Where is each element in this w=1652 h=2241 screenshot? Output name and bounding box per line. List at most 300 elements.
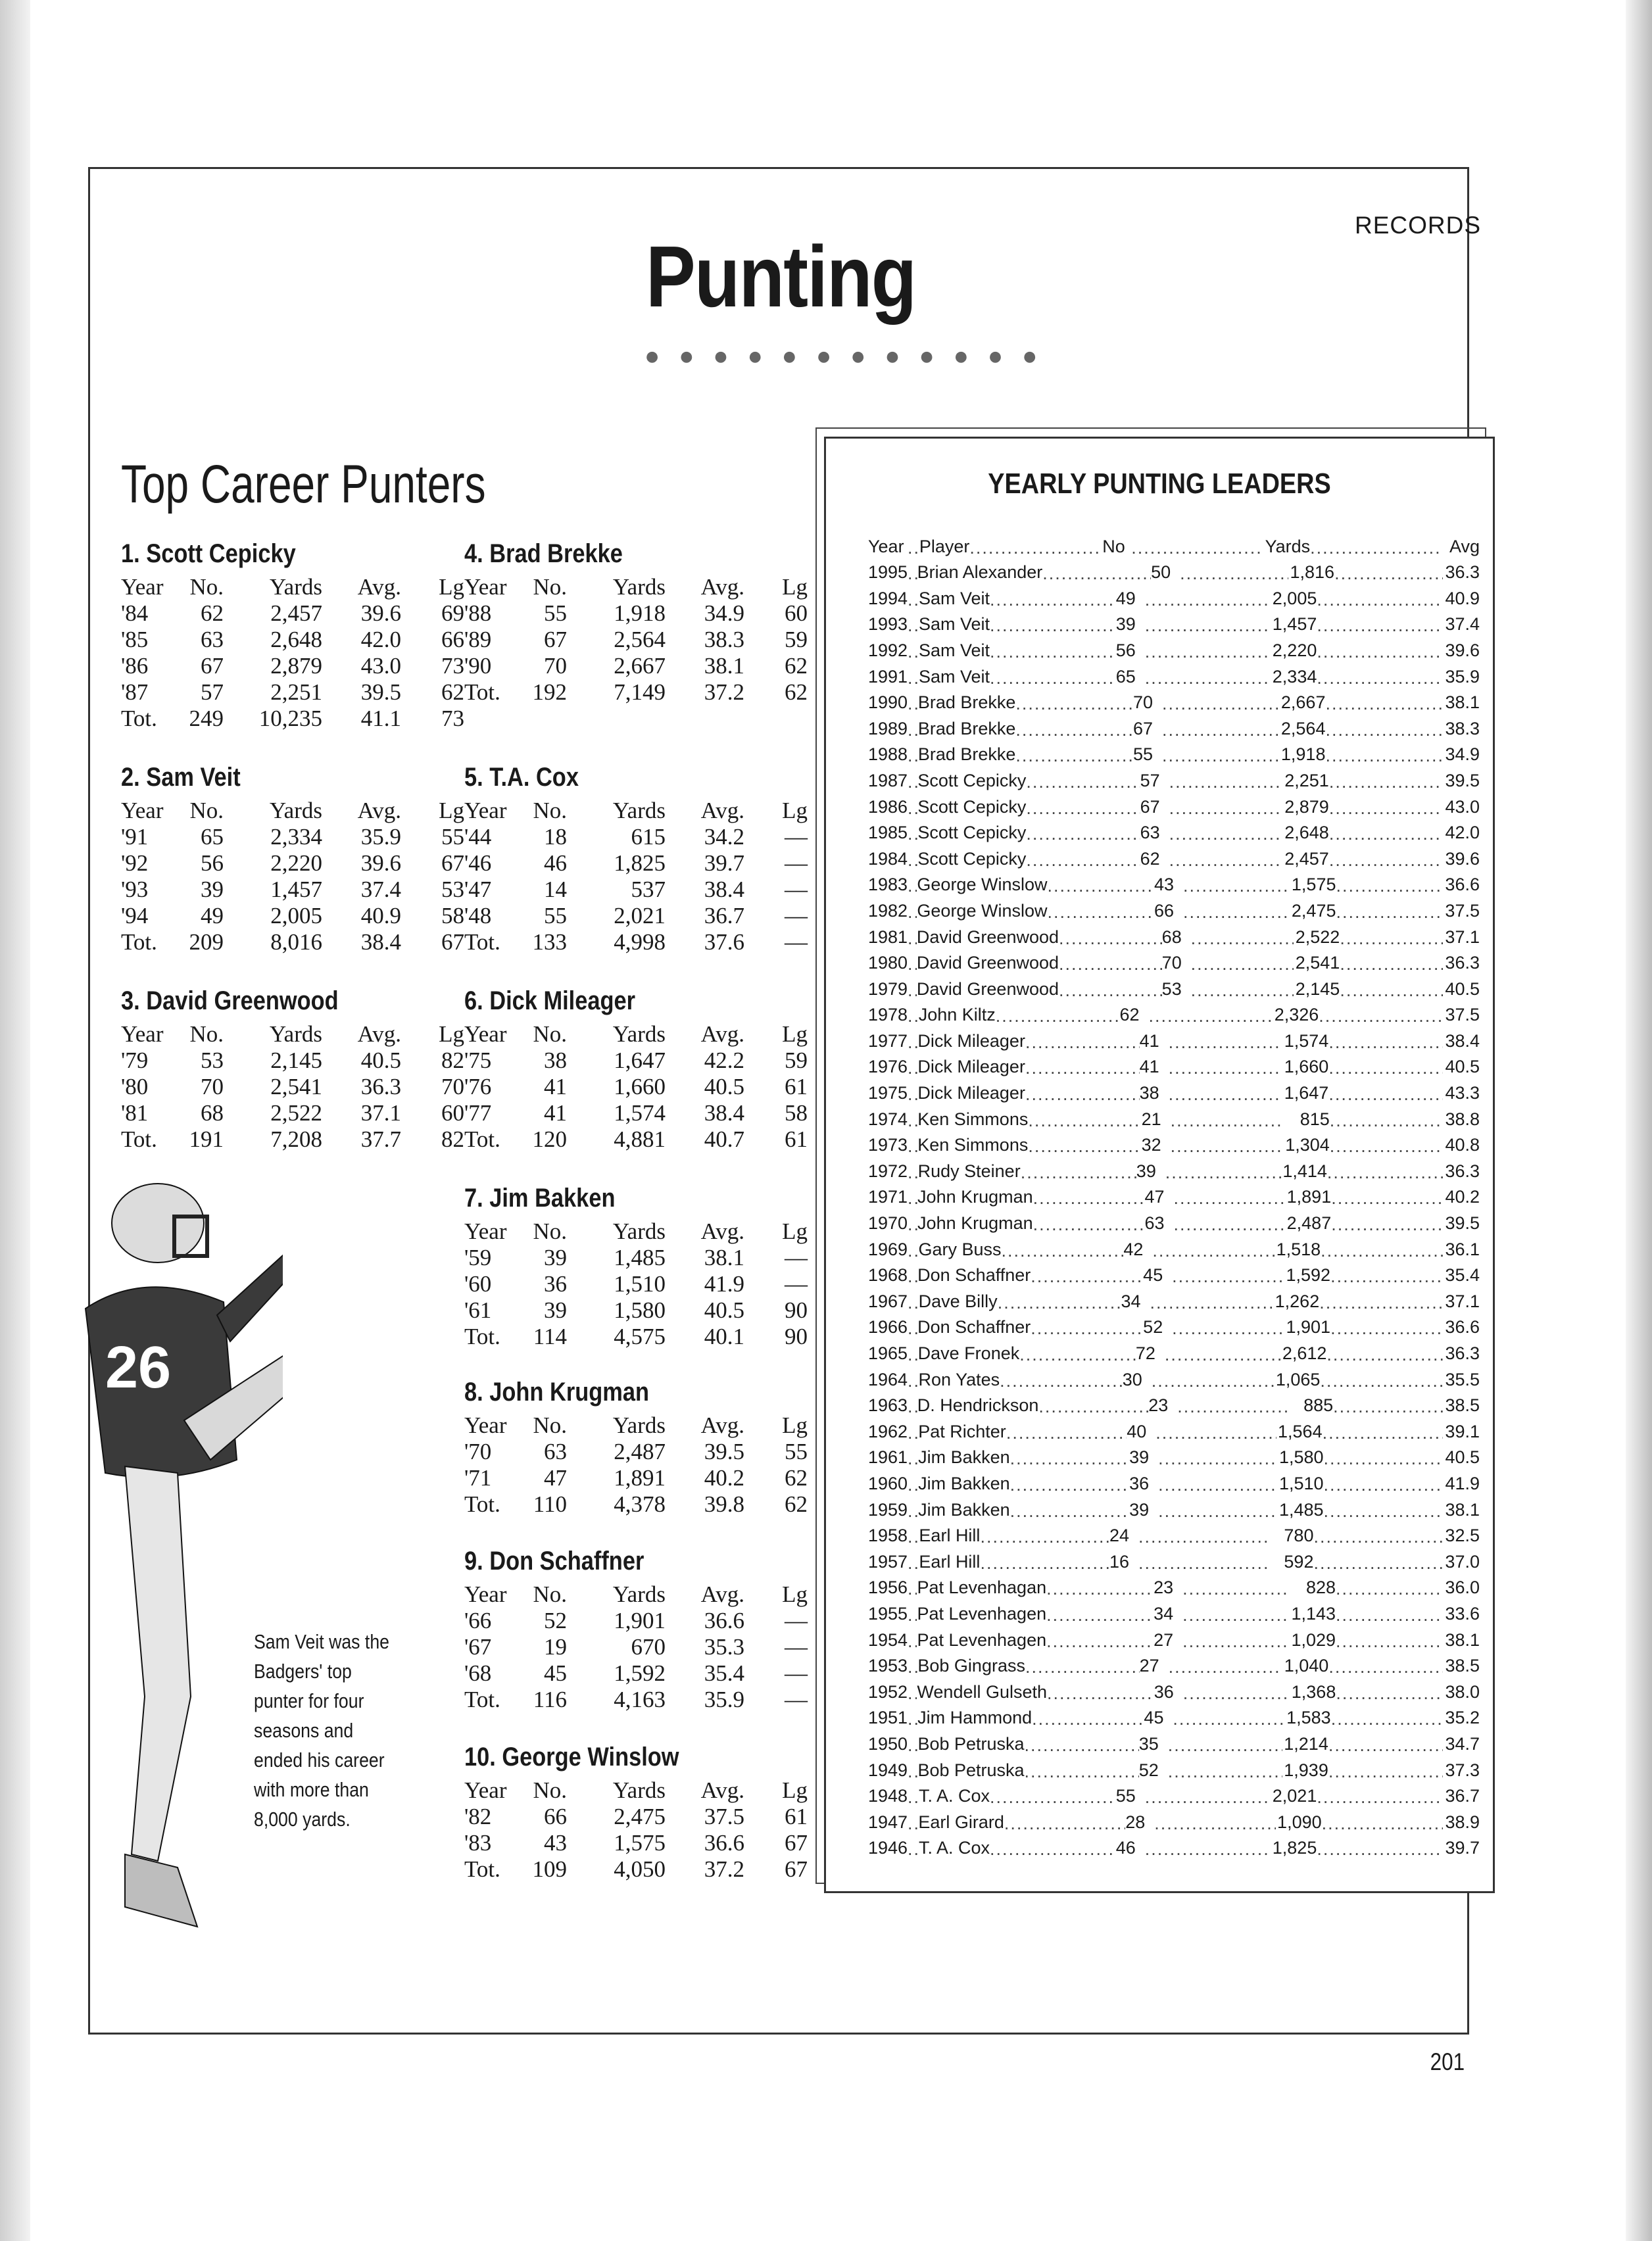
leaders-cell: Scott Cepicky bbox=[917, 848, 1027, 869]
leaders-cell: Pat Levenhagan bbox=[917, 1578, 1047, 1598]
stat-cell: 249 bbox=[189, 706, 224, 731]
dot-leader bbox=[1025, 1086, 1140, 1103]
table-row bbox=[464, 1660, 808, 1687]
leaders-cell: 1956 bbox=[868, 1578, 908, 1598]
leaders-row bbox=[868, 1207, 1480, 1234]
dot-leader bbox=[1145, 617, 1271, 635]
dot-leader bbox=[1313, 1528, 1443, 1546]
leaders-cell: John Krugman bbox=[917, 1187, 1033, 1207]
leaders-cell: 1994 bbox=[868, 588, 908, 608]
stat-cell: 537 bbox=[631, 877, 666, 902]
stat-cell: 14 bbox=[544, 877, 567, 902]
dot-leader bbox=[1158, 1503, 1277, 1520]
leaders-cell: Bob Petruska bbox=[917, 1760, 1025, 1780]
stat-cell: 82 bbox=[441, 1126, 464, 1152]
dot-leader bbox=[1152, 1372, 1275, 1390]
stat-cell: 4,998 bbox=[614, 929, 666, 955]
table-row bbox=[464, 1245, 808, 1271]
table-row bbox=[121, 679, 464, 706]
punter-block bbox=[464, 986, 808, 1153]
column-header: Avg. bbox=[700, 1581, 744, 1607]
stat-cell: 2,334 bbox=[270, 824, 322, 850]
leaders-cell: Sam Veit bbox=[918, 666, 990, 687]
leaders-row bbox=[868, 1234, 1480, 1260]
stat-cell: 40.5 bbox=[360, 1048, 401, 1073]
leaders-cell: 1955 bbox=[868, 1603, 908, 1624]
column-header: Lg bbox=[782, 1581, 808, 1607]
leaders-cell: 1978 bbox=[868, 1005, 908, 1025]
dot-leader bbox=[908, 1372, 919, 1390]
dot-leader bbox=[990, 643, 1116, 661]
dot-leader bbox=[1025, 1658, 1140, 1676]
dot-leader bbox=[1145, 1789, 1271, 1806]
punter-stats-table bbox=[121, 1021, 464, 1153]
dot-leader bbox=[1059, 955, 1162, 973]
stat-cell: Tot. bbox=[121, 706, 157, 731]
dot-leader bbox=[1326, 1346, 1443, 1364]
stat-cell: 55 bbox=[544, 600, 567, 626]
column-header: Year bbox=[464, 1218, 507, 1244]
stat-cell: 63 bbox=[544, 1439, 567, 1464]
stat-cell: 40.5 bbox=[704, 1074, 744, 1099]
leaders-cell: 2,326 bbox=[1274, 1005, 1319, 1025]
leaders-row bbox=[868, 1754, 1480, 1781]
table-row bbox=[464, 877, 808, 903]
column-header: Yards bbox=[269, 574, 322, 600]
leaders-cell: 52 bbox=[1143, 1317, 1163, 1337]
punter-name: 4. Brad Brekke bbox=[464, 539, 623, 568]
leaders-cell: 34.7 bbox=[1445, 1733, 1480, 1754]
column-header: No. bbox=[533, 1021, 567, 1047]
dot-leader bbox=[1038, 1398, 1148, 1416]
stat-cell: 37.2 bbox=[704, 1856, 744, 1882]
stat-cell: 57 bbox=[201, 679, 224, 705]
dot-leader bbox=[1322, 1815, 1443, 1833]
arm bbox=[217, 1249, 283, 1341]
leaders-cell: Don Schaffner bbox=[917, 1317, 1031, 1337]
punter-header-row bbox=[121, 1021, 464, 1048]
stat-cell: '91 bbox=[121, 824, 149, 850]
leaders-cell: Don Schaffner bbox=[917, 1265, 1031, 1286]
stat-cell: 2,145 bbox=[270, 1048, 322, 1073]
stat-cell: 39.7 bbox=[704, 850, 744, 876]
table-row bbox=[121, 903, 464, 929]
dot-leader bbox=[1321, 1242, 1443, 1260]
column-header: Avg. bbox=[357, 798, 401, 823]
leaders-cell: 32.5 bbox=[1445, 1526, 1480, 1546]
dot-leader bbox=[908, 982, 917, 1000]
leaders-cell: 1974 bbox=[868, 1109, 908, 1129]
leaders-cell: 2,457 bbox=[1284, 848, 1329, 869]
header-no: No bbox=[1102, 536, 1125, 556]
dot-leader bbox=[990, 617, 1116, 635]
stat-cell: 7,208 bbox=[270, 1126, 322, 1152]
table-row bbox=[464, 679, 808, 706]
punter-block bbox=[464, 763, 808, 955]
stat-cell: 70 bbox=[441, 1074, 464, 1099]
leaders-cell: 39 bbox=[1115, 614, 1136, 635]
dot-leader bbox=[1172, 1268, 1284, 1286]
stat-cell: '71 bbox=[464, 1465, 492, 1491]
stat-cell: — bbox=[785, 850, 808, 876]
punter-name: 9. Don Schaffner bbox=[464, 1547, 644, 1576]
dot-leader bbox=[908, 1606, 917, 1624]
dot-leader bbox=[1010, 1476, 1129, 1494]
stat-cell: 133 bbox=[532, 929, 567, 955]
leaders-cell: 67 bbox=[1132, 718, 1153, 738]
column-header: No. bbox=[533, 798, 567, 823]
stat-cell: 109 bbox=[532, 1856, 567, 1882]
leaders-cell: 1,592 bbox=[1286, 1265, 1331, 1286]
stat-cell: 42.0 bbox=[360, 627, 401, 652]
stat-cell: '85 bbox=[121, 627, 149, 652]
column-header: Yards bbox=[612, 1412, 666, 1438]
stat-cell: Tot. bbox=[121, 1126, 157, 1152]
stat-cell: '68 bbox=[464, 1660, 492, 1686]
leaders-cell: 1,647 bbox=[1284, 1083, 1329, 1103]
table-row bbox=[464, 1687, 808, 1713]
leaders-cell: 1,580 bbox=[1278, 1447, 1324, 1468]
table-row bbox=[121, 600, 464, 627]
leaders-cell: 37.5 bbox=[1445, 1005, 1480, 1025]
stat-cell: 2,879 bbox=[270, 653, 322, 679]
stat-cell: '94 bbox=[121, 903, 149, 928]
column-header: No. bbox=[533, 1412, 567, 1438]
column-header: Yards bbox=[612, 1218, 666, 1244]
leaders-cell: Jim Bakken bbox=[918, 1473, 1010, 1493]
stat-cell: Tot. bbox=[464, 1324, 500, 1349]
dot-leader bbox=[1004, 1815, 1125, 1833]
stat-cell: 36.7 bbox=[704, 903, 744, 928]
dot-leader bbox=[1165, 1346, 1281, 1364]
leaders-cell: 1,065 bbox=[1275, 1369, 1321, 1389]
punter-name: 8. John Krugman bbox=[464, 1378, 649, 1407]
column-header: No. bbox=[189, 1021, 224, 1047]
stat-cell: '59 bbox=[464, 1245, 492, 1270]
dot-leader bbox=[908, 1658, 917, 1676]
stat-cell: 58 bbox=[441, 903, 464, 928]
leaders-cell: 63 bbox=[1140, 823, 1160, 843]
stat-cell: 59 bbox=[785, 1048, 808, 1073]
dot-leader bbox=[908, 1841, 919, 1858]
leaders-cell: 2,005 bbox=[1272, 588, 1317, 608]
leaders-row bbox=[868, 1337, 1480, 1364]
leaders-row bbox=[868, 1702, 1480, 1729]
stat-cell: 67 bbox=[785, 1856, 808, 1882]
dot-leader bbox=[1026, 800, 1140, 817]
table-row bbox=[464, 903, 808, 929]
stat-cell: — bbox=[785, 929, 808, 955]
leaders-cell: 1991 bbox=[868, 666, 908, 687]
column-header: Year bbox=[464, 1412, 507, 1438]
dot-leader bbox=[1317, 669, 1443, 687]
leaders-cell: 34 bbox=[1154, 1603, 1174, 1624]
leaders-row bbox=[868, 1833, 1480, 1859]
punter-stats-table bbox=[464, 1412, 808, 1518]
stat-cell: '48 bbox=[464, 903, 492, 928]
stat-cell: 38.3 bbox=[704, 627, 744, 652]
leaders-cell: 38.1 bbox=[1445, 1499, 1480, 1520]
leaders-cell: 68 bbox=[1161, 927, 1182, 947]
leaders-cell: 24 bbox=[1109, 1526, 1129, 1546]
stat-cell: 1,485 bbox=[614, 1245, 666, 1270]
dot-leader bbox=[1165, 1164, 1281, 1182]
dot-leader bbox=[1150, 1294, 1273, 1312]
dot-leader bbox=[908, 1242, 918, 1260]
dot-leader bbox=[1145, 1841, 1271, 1858]
stat-cell: — bbox=[785, 1687, 808, 1712]
dot-leader bbox=[1328, 1658, 1443, 1676]
leaders-cell: 1952 bbox=[868, 1681, 908, 1702]
leaders-cell: 1971 bbox=[868, 1187, 908, 1207]
dot-leader bbox=[1046, 1633, 1154, 1651]
dot-leader bbox=[1031, 1320, 1143, 1337]
stat-cell: Tot. bbox=[464, 1687, 500, 1712]
dot-leader bbox=[1168, 1763, 1282, 1781]
dot-leader bbox=[1328, 1737, 1443, 1754]
dot-leader bbox=[1330, 1268, 1443, 1286]
stat-cell: 43 bbox=[544, 1830, 567, 1856]
table-row bbox=[464, 1297, 808, 1324]
leaders-cell: T. A. Cox bbox=[918, 1838, 990, 1858]
leaders-cell: 40.2 bbox=[1445, 1187, 1480, 1207]
leaders-row bbox=[868, 1182, 1480, 1208]
dot-leader bbox=[1171, 1138, 1284, 1155]
leaders-cell: 36.7 bbox=[1445, 1786, 1480, 1806]
punter-name: 1. Scott Cepicky bbox=[121, 539, 296, 568]
header-yards: Yards bbox=[1265, 536, 1311, 556]
leaders-cell: 2,879 bbox=[1284, 796, 1329, 817]
dot-leader bbox=[1340, 955, 1443, 973]
stat-cell: 7,149 bbox=[614, 679, 666, 705]
leaders-row bbox=[868, 739, 1480, 765]
column-header: Yards bbox=[269, 1021, 322, 1047]
punter-header-row bbox=[121, 574, 464, 600]
dot-leader bbox=[1317, 591, 1443, 609]
stat-cell: 70 bbox=[201, 1074, 224, 1099]
leaders-cell: 2,522 bbox=[1295, 927, 1340, 947]
leaders-cell: 36.3 bbox=[1445, 1161, 1480, 1181]
leaders-cell: 35.2 bbox=[1445, 1708, 1480, 1728]
stat-cell: 60 bbox=[441, 1100, 464, 1126]
leaders-cell: 41.9 bbox=[1445, 1473, 1480, 1493]
dot-leader bbox=[908, 955, 917, 973]
stat-cell: 65 bbox=[201, 824, 224, 850]
dot-leader bbox=[1340, 930, 1443, 948]
leaders-title: YEARLY PUNTING LEADERS bbox=[988, 468, 1331, 500]
stat-cell: 1,647 bbox=[614, 1048, 666, 1073]
stat-cell: 670 bbox=[631, 1634, 666, 1660]
stat-cell: 38.1 bbox=[704, 1245, 744, 1270]
dot-leader bbox=[908, 1789, 919, 1806]
stat-cell: 49 bbox=[201, 903, 224, 928]
leaders-row bbox=[868, 1572, 1480, 1599]
punter-name: 6. Dick Mileager bbox=[464, 986, 636, 1015]
column-header: Year bbox=[464, 1581, 507, 1607]
dot-leader bbox=[1319, 1294, 1443, 1312]
dot-leader bbox=[1320, 1372, 1443, 1390]
stat-cell: '75 bbox=[464, 1048, 492, 1073]
column-header: Avg. bbox=[357, 574, 401, 600]
cleat bbox=[125, 1854, 197, 1927]
stat-cell: 2,648 bbox=[270, 627, 322, 652]
stat-cell: 2,541 bbox=[270, 1074, 322, 1099]
table-row bbox=[121, 653, 464, 679]
dot-leader bbox=[908, 1346, 918, 1364]
stat-cell: 2,251 bbox=[270, 679, 322, 705]
stat-cell: 52 bbox=[544, 1608, 567, 1633]
leaders-cell: 41 bbox=[1139, 1030, 1159, 1051]
leaders-cell: 1969 bbox=[868, 1239, 908, 1259]
dot-leader bbox=[1317, 617, 1443, 635]
leaders-row bbox=[868, 1364, 1480, 1390]
leaders-cell: 43.3 bbox=[1445, 1083, 1480, 1103]
leaders-cell: 1993 bbox=[868, 614, 908, 635]
stat-cell: 2,005 bbox=[270, 903, 322, 928]
leaders-row bbox=[868, 1442, 1480, 1468]
leaders-cell: 46 bbox=[1115, 1838, 1136, 1858]
stat-cell: 1,457 bbox=[270, 877, 322, 902]
stat-cell: 62 bbox=[785, 679, 808, 705]
dot-leader bbox=[1182, 1606, 1290, 1624]
stat-cell: Tot. bbox=[464, 1491, 500, 1517]
leaders-cell: David Greenwood bbox=[916, 927, 1059, 947]
stat-cell: 34.9 bbox=[704, 600, 744, 626]
leaders-cell: Jim Bakken bbox=[918, 1499, 1010, 1520]
leaders-row bbox=[868, 948, 1480, 974]
punter-block bbox=[464, 1743, 808, 1883]
dot-leader bbox=[1025, 1034, 1140, 1051]
dot-leader bbox=[1169, 773, 1283, 791]
dot-leader bbox=[1330, 1138, 1443, 1155]
leaders-cell: 57 bbox=[1140, 770, 1160, 790]
stat-cell: '61 bbox=[464, 1297, 492, 1323]
column-header: No. bbox=[533, 1581, 567, 1607]
dot-leader bbox=[1336, 904, 1443, 921]
leaders-cell: Scott Cepicky bbox=[917, 823, 1027, 843]
dot-leader bbox=[908, 1554, 919, 1572]
leaders-cell: Dick Mileager bbox=[917, 1057, 1025, 1077]
punter-stats-table bbox=[121, 798, 464, 955]
leaders-cell: 40.5 bbox=[1445, 1057, 1480, 1077]
punter-header-row bbox=[464, 798, 808, 824]
stat-cell: 36.6 bbox=[704, 1830, 744, 1856]
leaders-cell: 1,660 bbox=[1284, 1057, 1329, 1077]
leaders-cell: 66 bbox=[1154, 900, 1175, 921]
dot-leader bbox=[1169, 800, 1283, 817]
leaders-cell: 1,918 bbox=[1280, 744, 1326, 765]
stat-cell: 61 bbox=[785, 1074, 808, 1099]
leaders-cell: 1,040 bbox=[1284, 1656, 1329, 1676]
column-header: Yards bbox=[612, 574, 666, 600]
column-header: Avg. bbox=[357, 1021, 401, 1047]
table-row bbox=[464, 929, 808, 955]
stat-cell: 90 bbox=[785, 1324, 808, 1349]
stat-cell: 615 bbox=[631, 824, 666, 850]
leaders-row bbox=[868, 1051, 1480, 1078]
stat-cell: 1,660 bbox=[614, 1074, 666, 1099]
leaders-row bbox=[868, 765, 1480, 791]
punter-header-row bbox=[464, 1218, 808, 1245]
stat-cell: 58 bbox=[785, 1100, 808, 1126]
leaders-row bbox=[868, 1520, 1480, 1547]
leaders-cell: 1959 bbox=[868, 1499, 908, 1520]
dot-leader bbox=[1152, 1242, 1275, 1260]
column-header: Avg. bbox=[700, 1218, 744, 1244]
dot-leader bbox=[980, 1554, 1109, 1572]
dot-leader bbox=[1324, 1476, 1443, 1494]
punter-block bbox=[121, 986, 464, 1153]
stat-cell: 38.1 bbox=[704, 653, 744, 679]
dot-leader bbox=[1336, 1606, 1443, 1624]
stat-cell: 41 bbox=[544, 1074, 567, 1099]
stat-cell: Tot. bbox=[464, 1126, 500, 1152]
punter-name: 10. George Winslow bbox=[464, 1743, 679, 1771]
stat-cell: — bbox=[785, 877, 808, 902]
leaders-cell: 2,612 bbox=[1282, 1343, 1327, 1363]
dot-leader bbox=[1331, 1216, 1443, 1234]
stat-cell: 39.8 bbox=[704, 1491, 744, 1517]
dot-leader bbox=[1323, 1424, 1443, 1442]
dot-leader bbox=[908, 1190, 917, 1207]
table-row bbox=[464, 824, 808, 850]
dot-leader bbox=[1191, 930, 1294, 948]
stat-cell: 37.5 bbox=[704, 1804, 744, 1829]
dot-leader bbox=[908, 1059, 917, 1077]
dot-leader bbox=[1059, 982, 1162, 1000]
dot-leader bbox=[1047, 1685, 1154, 1702]
stat-cell: '76 bbox=[464, 1074, 492, 1099]
stat-cell: 67 bbox=[785, 1830, 808, 1856]
leaders-cell: 65 bbox=[1115, 666, 1136, 687]
leaders-cell: Pat Levenhagen bbox=[917, 1603, 1047, 1624]
dot-leader bbox=[1162, 695, 1280, 713]
leaders-cell: 55 bbox=[1115, 1786, 1136, 1806]
dot-leader bbox=[1328, 1059, 1443, 1077]
dot-leader bbox=[1145, 669, 1271, 687]
stat-cell: 34.2 bbox=[704, 824, 744, 850]
dot-leader bbox=[1171, 1112, 1284, 1130]
stat-cell: '46 bbox=[464, 850, 492, 876]
stat-cell: 18 bbox=[544, 824, 567, 850]
stat-cell: '87 bbox=[121, 679, 149, 705]
leaders-row bbox=[868, 1781, 1480, 1807]
leaders-cell: 1954 bbox=[868, 1629, 908, 1650]
leaders-cell: 38.5 bbox=[1445, 1395, 1480, 1416]
dot-leader bbox=[1183, 877, 1290, 895]
leaders-cell: 39.7 bbox=[1445, 1838, 1480, 1858]
dot-leader bbox=[1169, 852, 1283, 869]
dot-leader bbox=[1032, 1710, 1144, 1728]
leaders-cell: Brad Brekke bbox=[917, 718, 1016, 738]
dot-leader bbox=[1158, 1476, 1277, 1494]
leaders-cell: 1,518 bbox=[1276, 1239, 1321, 1259]
dot-leader bbox=[1138, 1528, 1268, 1546]
punter-header-row bbox=[464, 1777, 808, 1804]
stat-cell: 40.5 bbox=[704, 1297, 744, 1323]
dot-leader bbox=[908, 1633, 917, 1651]
leaders-cell: 39 bbox=[1129, 1499, 1150, 1520]
leaders-cell: 1966 bbox=[868, 1317, 908, 1337]
column-header: Year bbox=[464, 1021, 507, 1047]
leaders-cell: 36.3 bbox=[1445, 562, 1480, 583]
dot-leader bbox=[1173, 1710, 1284, 1728]
column-header: Lg bbox=[782, 798, 808, 823]
leaders-cell: Wendell Gulseth bbox=[917, 1681, 1048, 1702]
stat-cell: 1,592 bbox=[614, 1660, 666, 1686]
leaders-cell: 1972 bbox=[868, 1161, 908, 1181]
leaders-cell: Earl Hill bbox=[919, 1526, 981, 1546]
